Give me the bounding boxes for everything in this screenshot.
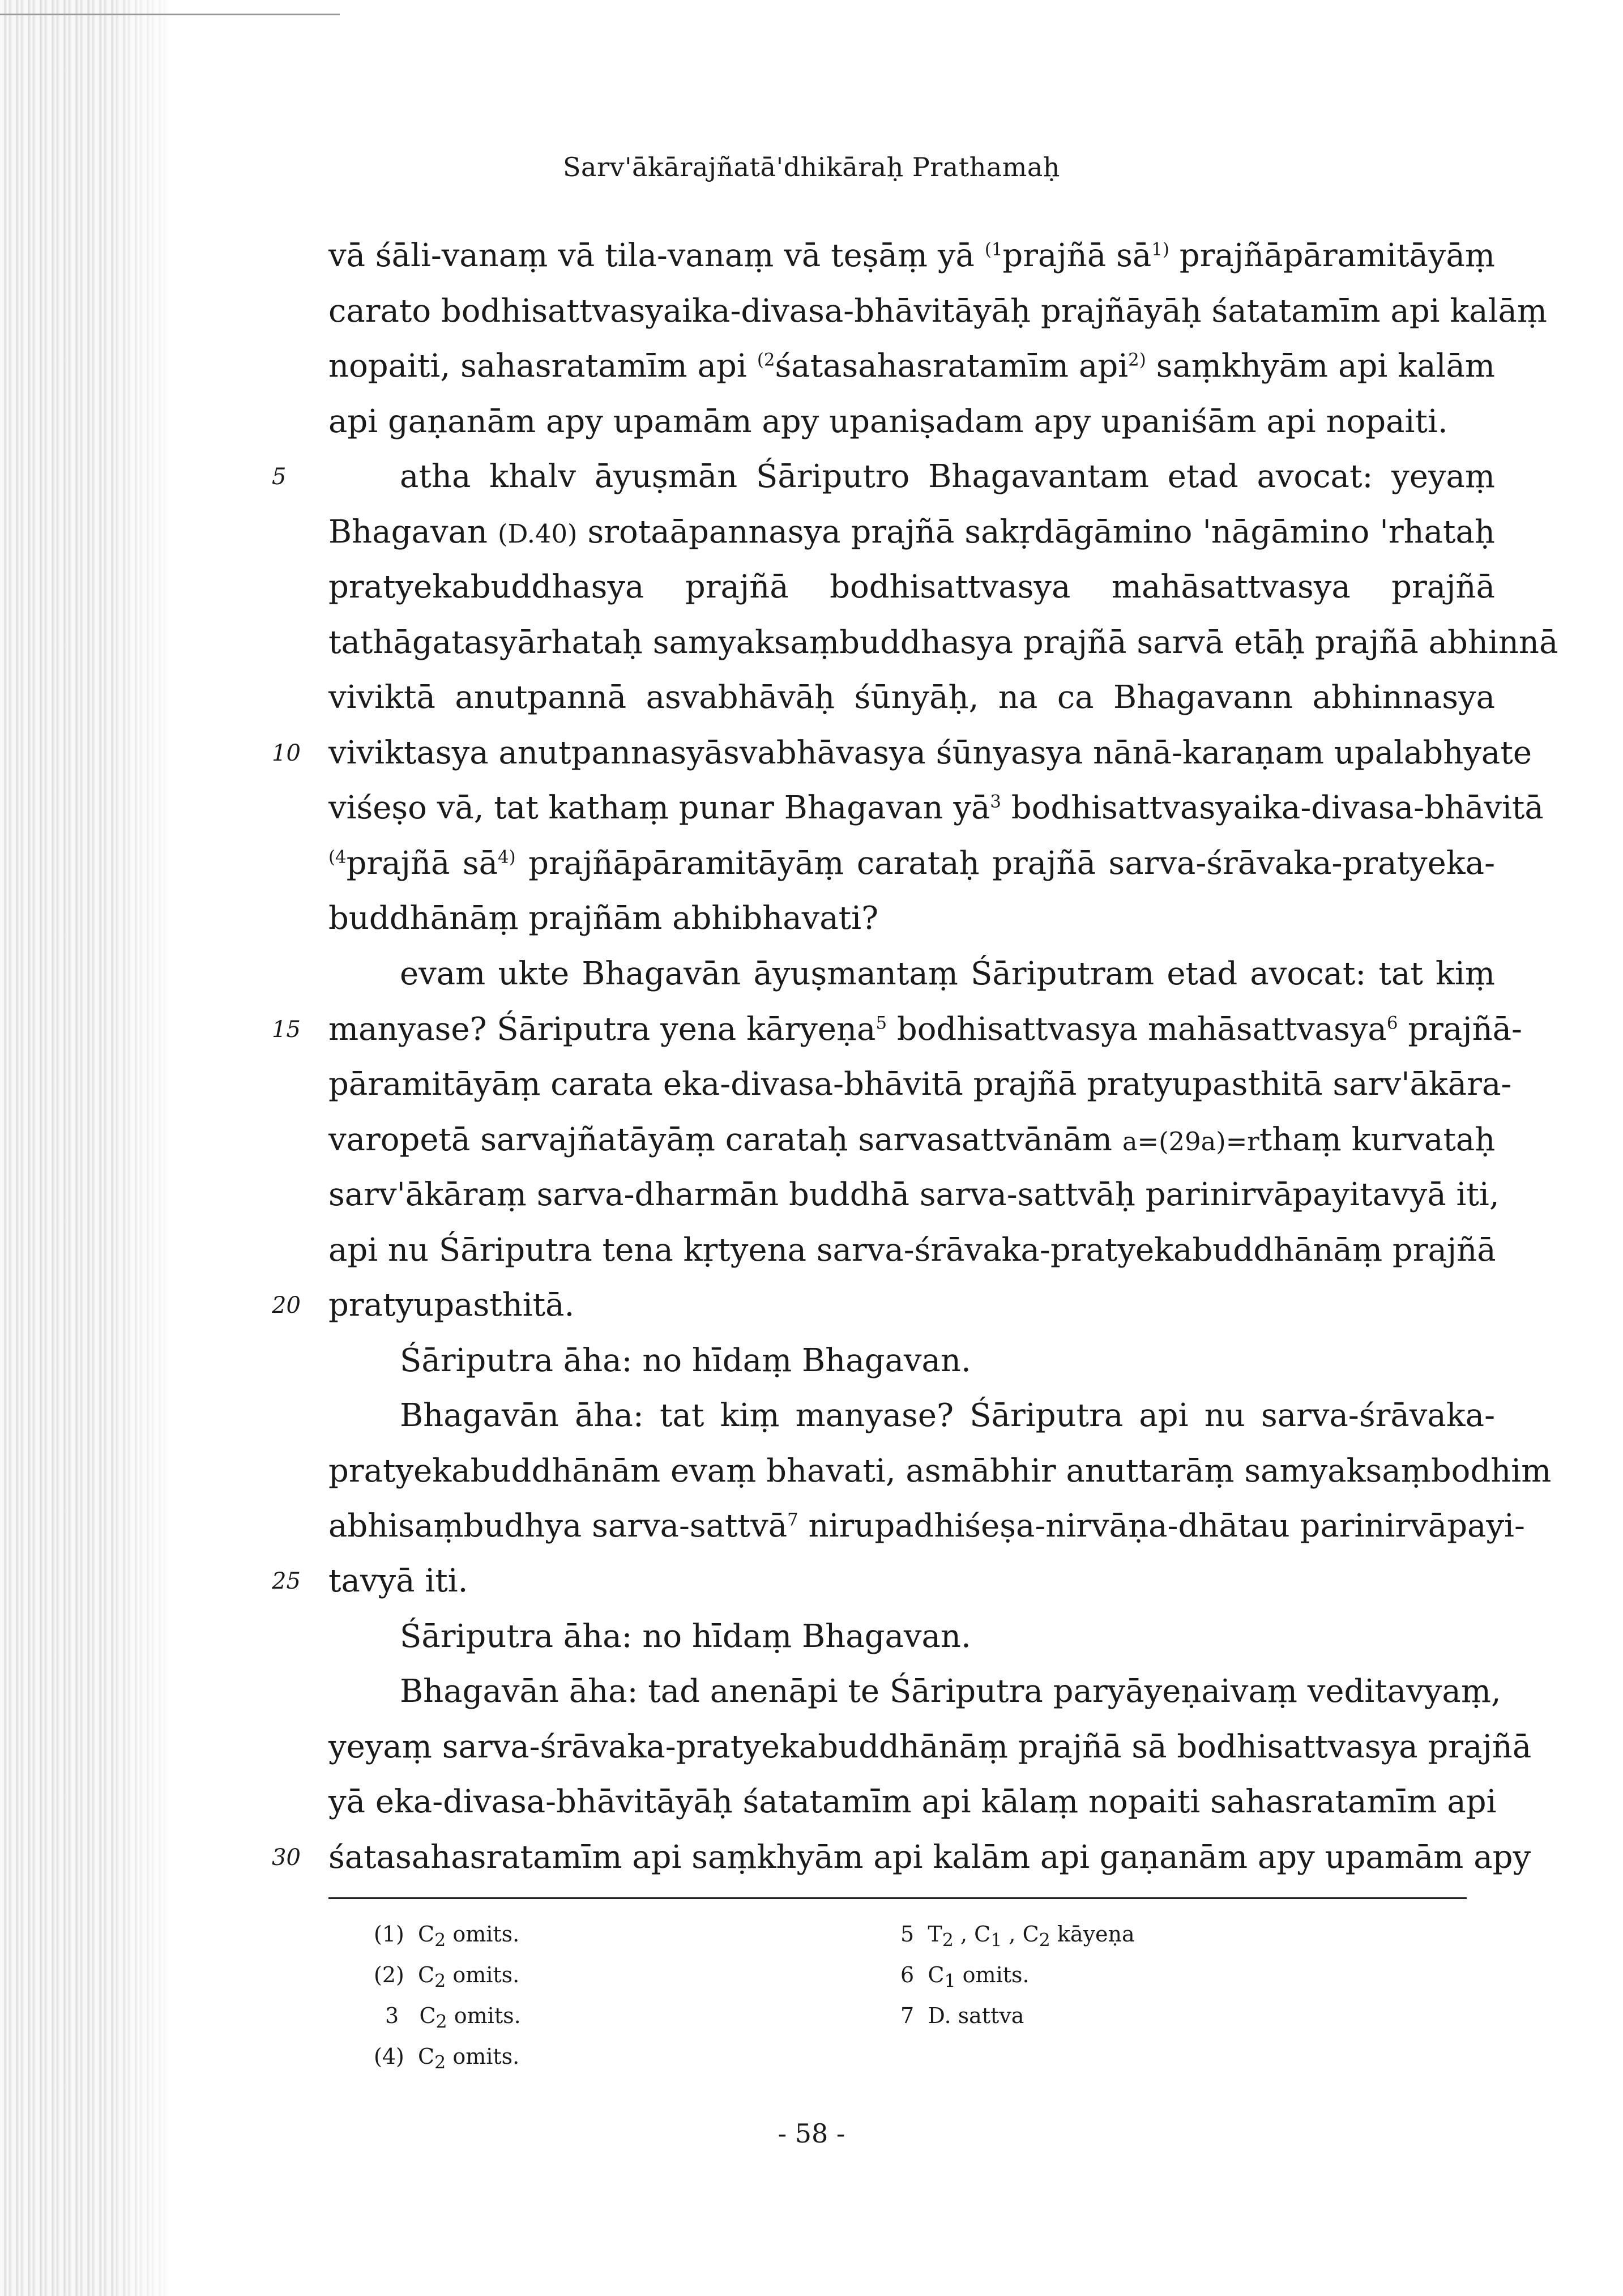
text-line-22: Bhagavān āha: tat kiṃ manyase? Śāriputra api nu sarva-śrāvaka-	[400, 1397, 1495, 1434]
scan-gutter-fade	[0, 0, 181, 2296]
line-number-10: 10	[272, 740, 301, 766]
text-line-21: Śāriputra āha: no hīdaṃ Bhagavan.	[400, 1342, 971, 1379]
running-head: Sarv'ākārajñatā'dhikāraḥ Prathamaḥ	[563, 152, 1060, 182]
line-number-15: 15	[272, 1017, 301, 1043]
footnote-1: (1) $C_2$ omits.	[374, 1922, 520, 1951]
footnote-2: (2) $C_2$ omits.	[374, 1962, 520, 1992]
text-line-15: manyase? Śāriputra yena kāryeṇa$^5$ bodhisattvasya mahāsattvasya$^6$ prajñā-	[328, 1011, 1522, 1048]
scan-top-edge	[0, 14, 340, 15]
text-line-26: Śāriputra āha: no hīdaṃ Bhagavan.	[400, 1618, 971, 1655]
footnote-rule	[328, 1897, 1467, 1899]
text-line-11: viśeṣo vā, tat kathaṃ punar Bhagavan $yā^3$ bodhisattvasyaika-divasa-bhāvitā	[328, 789, 1544, 826]
text-line-5: atha khalv āyuṣmān Śāriputro Bhagavantam etad avocat: yeyaṃ	[400, 458, 1495, 495]
text-line-30: śatasahasratamīm api saṃkhyām api kalām api gaṇanām apy upamām apy	[328, 1839, 1531, 1876]
footnote-3: 3 $C_2$ omits.	[385, 2003, 521, 2033]
footnote-6: 6 $C_1$ omits.	[900, 1962, 1030, 1992]
text-line-20: pratyupasthitā.	[328, 1287, 575, 1324]
text-line-6: Bhagavan (D.40) srotaāpannasya prajñā sakṛdāgāmino 'nāgāmino 'rhataḥ	[328, 514, 1495, 550]
text-line-14: evam ukte Bhagavān āyuṣmantaṃ Śāriputram etad avocat: tat kiṃ	[400, 955, 1495, 992]
line-number-25: 25	[272, 1568, 301, 1594]
text-line-18: sarv'ākāraṃ sarva-dharmān buddhā sarva-sattvāḥ parinirvāpayitavyā iti,	[328, 1176, 1500, 1213]
text-line-12: $^{(4}$prajñā $sā^{4)}$ prajñāpāramitāyāṃ carataḥ prajñā sarva-śrāvaka-pratyeka-	[328, 845, 1495, 882]
text-line-2: carato bodhisattvasyaika-divasa-bhāvitāyāḥ prajñāyāḥ śatatamīm api kalāṃ	[328, 293, 1548, 330]
text-line-24: abhisaṃbudhya sarva-sattvā$^7$ nirupadhiśeṣa-nirvāṇa-dhātau parinirvāpayi-	[328, 1508, 1525, 1544]
text-line-13: buddhānāṃ prajñām abhibhavati?	[328, 900, 879, 937]
footnote-4: (4) $C_2$ omits.	[374, 2044, 520, 2073]
text-line-16: pāramitāyāṃ carata eka-divasa-bhāvitā prajñā pratyupasthitā sarv'ākāra-	[328, 1066, 1512, 1103]
text-line-28: yeyaṃ sarva-śrāvaka-pratyekabuddhānāṃ prajñā sā bodhisattvasya prajñā	[328, 1729, 1532, 1765]
text-line-27: Bhagavān āha: tad anenāpi te Śāriputra paryāyeṇaivaṃ veditavyaṃ,	[400, 1673, 1501, 1710]
text-line-23: pratyekabuddhānām evaṃ bhavati, asmābhir anuttarāṃ samyaksaṃbodhim	[328, 1453, 1552, 1490]
line-number-20: 20	[272, 1292, 301, 1318]
text-line-10: viviktasya anutpannasyāsvabhāvasya śūnyasya nānā-karaṇam upalabhyate	[328, 735, 1532, 771]
line-number-5: 5	[272, 464, 287, 490]
text-line-19: api nu Śāriputra tena kṛtyena sarva-śrāvaka-pratyekabuddhānāṃ prajñā	[328, 1232, 1496, 1269]
text-line-3: nopaiti, sahasratamīm api $^{(2}$śatasahasratamīm api$^{2)}$ saṃkhyām api kalām	[328, 348, 1495, 385]
line-number-30: 30	[272, 1845, 301, 1871]
text-line-17: varopetā sarvajñatāyāṃ carataḥ sarvasattvānām a=(29a)=rthaṃ kurvataḥ	[328, 1121, 1496, 1158]
text-line-1: vā śāli-vanaṃ vā tila-vanaṃ vā teṣāṃ yā $^{(1}$prajñā $sā^{1)}$ prajñāpāramitāyāṃ	[328, 237, 1495, 274]
text-line-29: yā eka-divasa-bhāvitāyāḥ śatatamīm api kālaṃ nopaiti sahasratamīm api	[328, 1783, 1497, 1820]
page-number: - 58 -	[778, 2118, 845, 2149]
text-line-7: pratyekabuddhasya prajñā bodhisattvasya mahāsattvasya prajñā	[328, 569, 1495, 605]
text-line-8: tathāgatasyārhataḥ samyaksaṃbuddhasya prajñā sarvā etāḥ prajñā abhinnā	[328, 624, 1558, 661]
footnote-5: 5 $T_2$ , $C_1$ , $C_2$ kāyeṇa	[900, 1922, 1135, 1951]
text-line-4: api gaṇanām apy upamām apy upaniṣadam apy upaniśām api nopaiti.	[328, 403, 1448, 440]
footnote-7: 7 D. sattva	[900, 2003, 1024, 2028]
text-line-9: viviktā anutpannā asvabhāvāḥ śūnyāḥ, na ca Bhagavann abhinnasya	[328, 679, 1495, 716]
text-line-25: tavyā iti.	[328, 1563, 468, 1599]
